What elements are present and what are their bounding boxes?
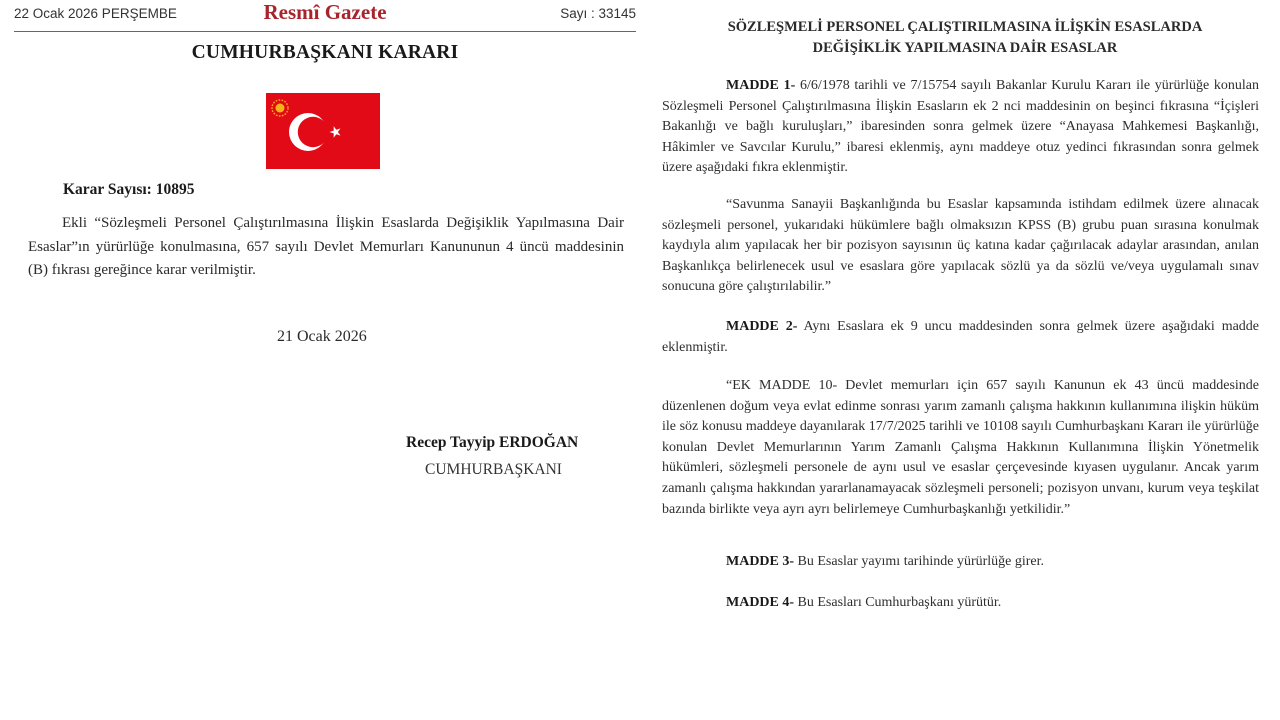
- article-label: MADDE 2-: [726, 319, 798, 334]
- article-text: Bu Esaslar yayımı tarihinde yürürlüğe girer.: [794, 554, 1045, 569]
- gazette-title: Resmî Gazete: [263, 0, 387, 24]
- article-1: [662, 76, 1259, 179]
- additional-article-10: [662, 376, 1259, 520]
- document-type-heading: CUMHURBAŞKANI KARARI: [191, 42, 459, 63]
- signatory-name: Recep Tayyip ERDOĞAN: [406, 434, 579, 451]
- article-label: MADDE 4-: [726, 595, 795, 610]
- article-4: [662, 593, 1259, 614]
- article-text: “Savunma Sanayii Başkanlığında bu Esaslar kapsamında istihdam edilmek üzere alınacak sözleşmeli personel, yukarıdaki hükümlere bağlı olmaksızın KPSS (B) grubu puan sırasına konulmak kaydıyla alım yapılacak her bir pozisyon sayısının üç katına kadar çağırılacak adaylar arasından, anılan Başkanlıkça belirlenecek usul ve esaslara göre yapılacak sözlü ya da sözlü ve/veya uygulamalı sınav sonucuna göre çalıştırılabilir.”: [662, 197, 1259, 295]
- article-label: MADDE 3-: [726, 554, 795, 569]
- article-2: [662, 317, 1259, 358]
- annex-title-line-1: SÖZLEŞMELİ PERSONEL ÇALIŞTIRILMASINA İLİŞKİN ESASLARDA: [727, 19, 1203, 35]
- article-text: Bu Esasları Cumhurbaşkanı yürütür.: [794, 595, 1002, 610]
- article-text: Aynı Esaslara ek 9 uncu maddesinden sonra gelmek üzere aşağıdaki madde eklenmiştir.: [662, 319, 1260, 355]
- issue-number: Sayı : 33145: [560, 6, 636, 21]
- annex-title-line-2: DEĞİŞİKLİK YAPILMASINA DAİR ESASLAR: [812, 40, 1118, 56]
- right-page: [650, 0, 1280, 720]
- article-label: MADDE 1-: [726, 78, 796, 93]
- annex-title: [650, 17, 1280, 59]
- turkish-presidential-flag-icon: [266, 93, 380, 169]
- gazette-masthead: [14, 0, 636, 32]
- decision-date: 21 Ocak 2026: [277, 328, 367, 345]
- article-3: [662, 552, 1259, 573]
- article-text: “EK MADDE 10- Devlet memurları için 657 sayılı Kanunun ek 43 üncü maddesinde düzenlenen doğum veya evlat edinme sonrası yarım zamanlı çalışma hakkının kullanımına ilişkin hüküm ile söz konusu maddeye dayanılarak 17/7/2025 tarihli ve 10108 sayılı Cumhurbaşkanı Kararı ile yürürlüğe konulan Devlet Memurlarının Yarım Zamanlı Çalışma Hakkının Kullanımına İlişkin Yönetmelik hükümleri, sözleşmeli personele de aynı usul ve esaslar çerçevesinde kıyasen uygulanır. Ancak yarım zamanlı çalışma hakkından yararlanamayacak sözleşmeli personeli; pozisyon unvanı, kurum veya teşkilat bazında birlikte veya ayrı ayrı belirlemeye Cumhurbaşkanlığı yetkilidir.”: [662, 378, 1259, 517]
- signatory-title: CUMHURBAŞKANI: [425, 461, 562, 478]
- article-1-quoted-paragraph: [662, 195, 1259, 298]
- decision-number: Karar Sayısı: 10895: [63, 181, 195, 198]
- decision-body: Ekli “Sözleşmeli Personel Çalıştırılmasına İlişkin Esaslarda Değişiklik Yapılmasına Dair Esaslar”ın yürürlüğe konulmasına, 657 sayılı Devlet Memurları Kanununun 4 üncü maddesinin (B) fıkrası gereğince karar verilmiştir.: [28, 215, 624, 278]
- issue-date: 22 Ocak 2026 PERŞEMBE: [14, 6, 177, 21]
- article-text: 6/6/1978 tarihli ve 7/15754 sayılı Bakanlar Kurulu Kararı ile yürürlüğe konulan Sözleşmeli Personel Çalıştırılmasına İlişkin Esasların ek 2 nci maddesinin on beşinci fıkrasına “İçişleri Bakanlığı ve bağlı kuruluşları,” ibaresinden sonra gelmek üzere “Anayasa Mahkemesi Başkanlığı, Hâkimler ve Savcılar Kurulu,” ibaresi eklenmiş, aynı maddeye otuz yedinci fıkrasından sonra gelmek üzere aşağıdaki fıkra eklenmiştir.: [662, 78, 1260, 176]
